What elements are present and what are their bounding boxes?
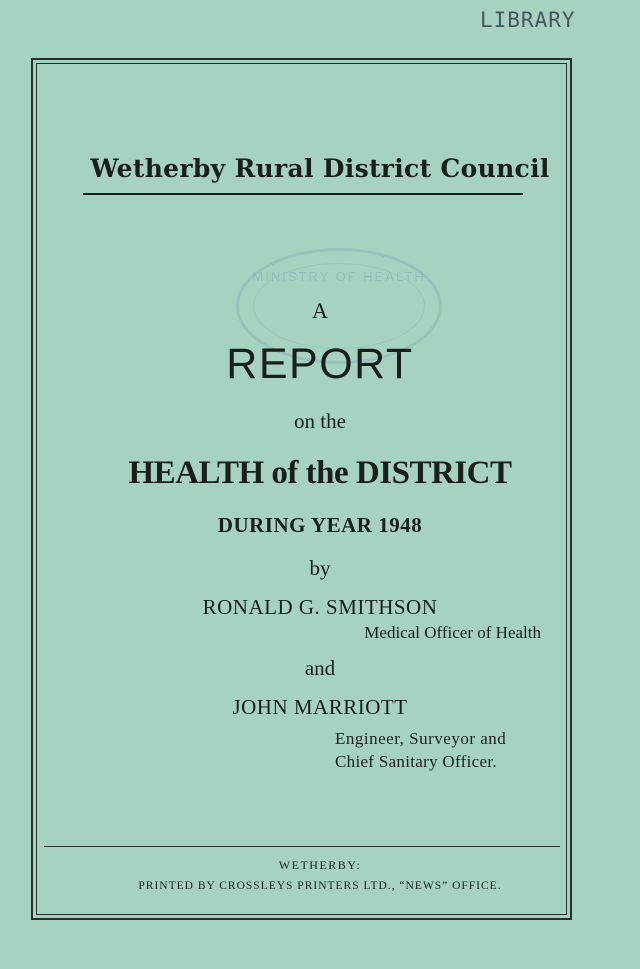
author-name-marriott: JOHN MARRIOTT — [232, 695, 408, 719]
author-name-smithson: RONALD G. SMITHSON — [202, 595, 438, 619]
imprint-place: WETHERBY: — [278, 858, 362, 872]
council-heading: Wetherby Rural District Council — [90, 154, 550, 183]
report-period: DURING YEAR 1948 — [217, 513, 423, 537]
author-role-marriott-line2: Chief Sanitary Officer. — [335, 752, 497, 771]
by-text: by — [309, 556, 331, 580]
report-subject: HEALTH of the DISTRICT — [128, 455, 512, 491]
seal-text: MINISTRY OF HEALTH — [252, 269, 426, 284]
footer-divider — [44, 846, 560, 847]
imprint-printer: PRINTED BY CROSSLEYS PRINTERS LTD., “NEWS” OFFICE. — [138, 880, 502, 892]
author-role-marriott-line1: Engineer, Surveyor and — [335, 729, 507, 748]
author-role-smithson: Medical Officer of Health — [364, 623, 541, 642]
library-stamp: LIBRARY — [480, 8, 576, 32]
title-article: A — [312, 298, 328, 323]
council-underline — [83, 193, 523, 195]
and-text: and — [304, 656, 336, 680]
title-connector: on the — [294, 409, 346, 433]
report-title: REPORT — [226, 340, 414, 388]
